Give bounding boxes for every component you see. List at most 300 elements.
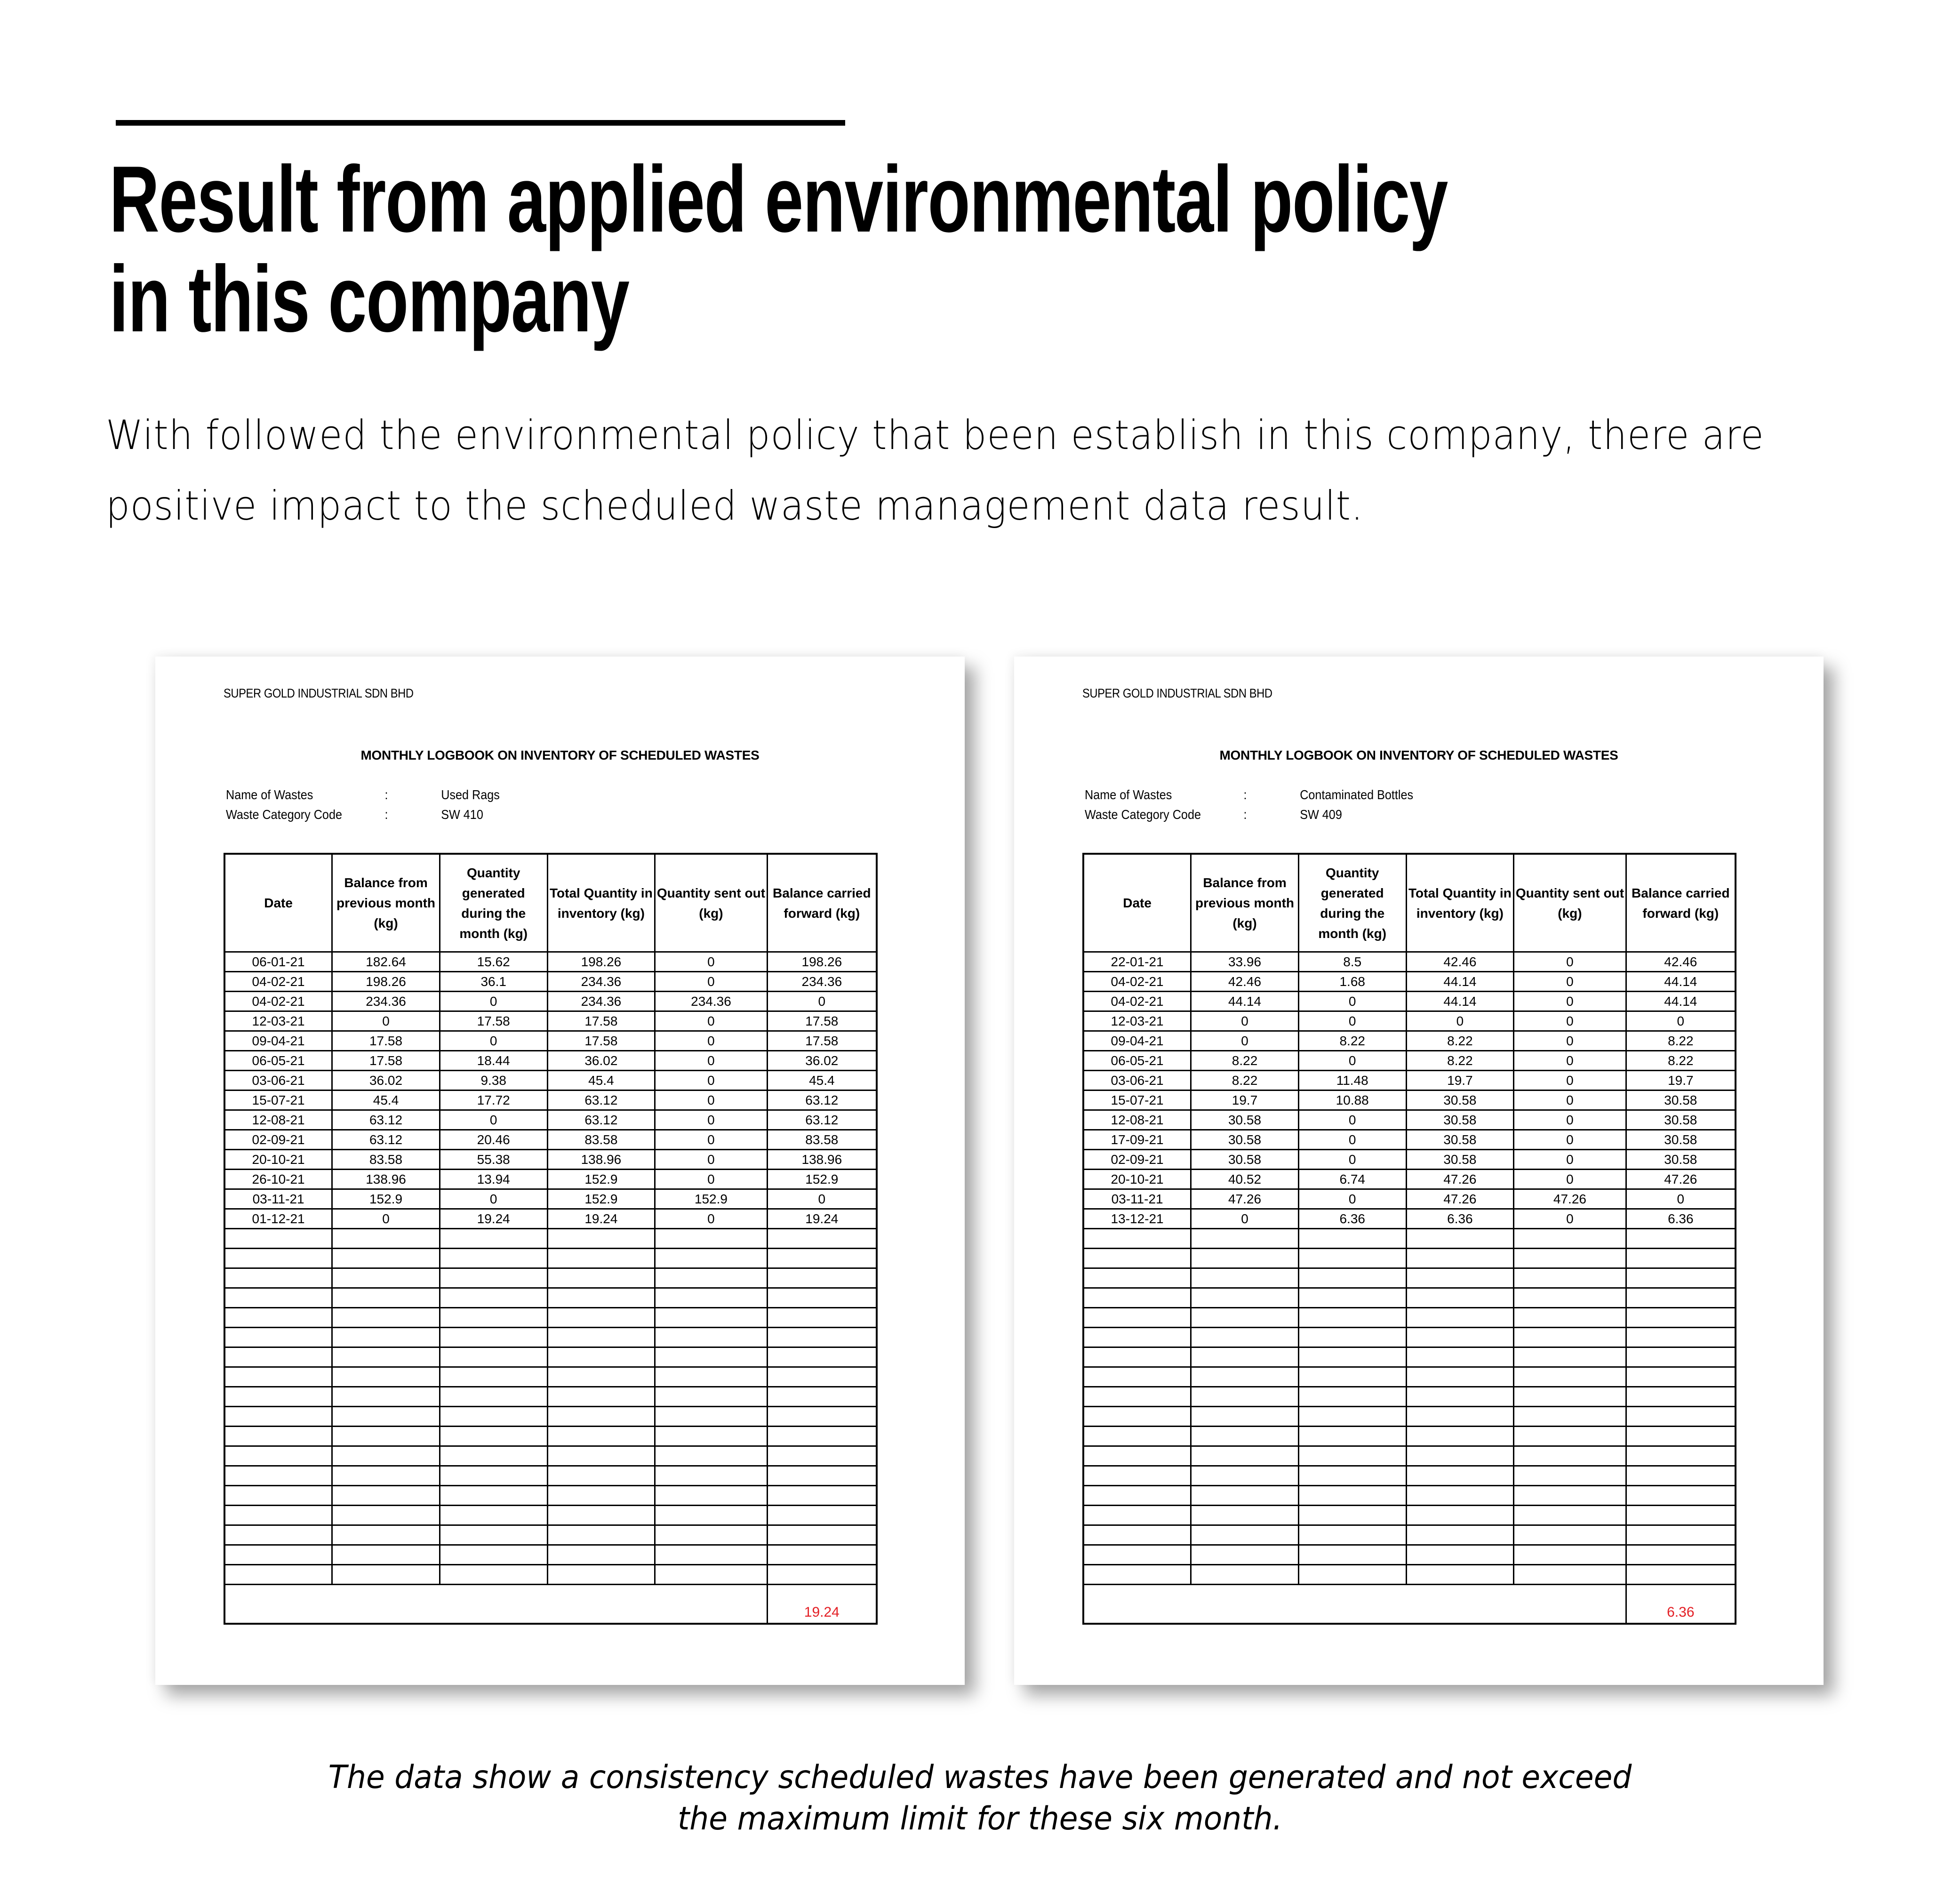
empty-cell	[1406, 1328, 1514, 1347]
value-cell: 0	[440, 1031, 547, 1051]
empty-cell	[332, 1446, 440, 1466]
date-cell: 15-07-21	[1083, 1090, 1191, 1110]
empty-cell	[332, 1229, 440, 1249]
total-label-cell	[224, 1585, 767, 1624]
empty-row	[224, 1486, 877, 1506]
empty-cell	[440, 1387, 547, 1407]
empty-row	[1083, 1525, 1736, 1545]
empty-cell	[224, 1387, 332, 1407]
value-cell: 0	[767, 992, 877, 1011]
empty-cell	[1626, 1387, 1736, 1407]
column-header: Quantity sent out (kg)	[1514, 854, 1626, 952]
empty-cell	[655, 1328, 767, 1347]
date-cell: 20-10-21	[1083, 1170, 1191, 1189]
empty-cell	[1191, 1466, 1299, 1486]
empty-cell	[1406, 1427, 1514, 1446]
value-cell: 0	[1191, 1031, 1299, 1051]
empty-cell	[224, 1427, 332, 1446]
value-cell: 36.02	[547, 1051, 655, 1071]
value-cell: 198.26	[547, 952, 655, 972]
empty-cell	[547, 1308, 655, 1328]
table-row	[1083, 972, 1736, 992]
value-cell: 234.36	[767, 972, 877, 992]
empty-row	[224, 1565, 877, 1585]
empty-cell	[1191, 1565, 1299, 1585]
total-row	[1083, 1585, 1736, 1624]
empty-row	[224, 1545, 877, 1565]
value-cell: 18.44	[440, 1051, 547, 1071]
date-cell: 03-11-21	[1083, 1189, 1191, 1209]
empty-cell	[440, 1308, 547, 1328]
empty-cell	[547, 1407, 655, 1427]
empty-cell	[1191, 1229, 1299, 1249]
date-cell: 02-09-21	[1083, 1150, 1191, 1170]
value-cell: 6.74	[1298, 1170, 1406, 1189]
empty-cell	[1406, 1525, 1514, 1545]
value-cell: 8.22	[1626, 1031, 1736, 1051]
empty-cell	[1626, 1249, 1736, 1268]
table-row	[1083, 1130, 1736, 1150]
empty-cell	[767, 1347, 877, 1367]
value-cell: 17.58	[332, 1031, 440, 1051]
title-line-1: Result from applied environmental policy	[109, 147, 1448, 252]
table-header-row	[224, 854, 877, 952]
value-cell: 9.38	[440, 1071, 547, 1090]
value-cell: 0	[1514, 1150, 1626, 1170]
empty-cell	[332, 1545, 440, 1565]
value-cell: 19.24	[440, 1209, 547, 1229]
value-cell: 42.46	[1191, 972, 1299, 992]
empty-cell	[1514, 1486, 1626, 1506]
column-header: Quantity generated during the month (kg)	[440, 854, 547, 952]
value-cell: 45.4	[767, 1071, 877, 1090]
value-cell: 33.96	[1191, 952, 1299, 972]
empty-cell	[1626, 1506, 1736, 1525]
empty-cell	[1191, 1525, 1299, 1545]
empty-cell	[440, 1367, 547, 1387]
empty-cell	[655, 1229, 767, 1249]
empty-cell	[440, 1545, 547, 1565]
value-cell: 15.62	[440, 952, 547, 972]
empty-cell	[224, 1229, 332, 1249]
table-row	[1083, 992, 1736, 1011]
empty-cell	[547, 1229, 655, 1249]
date-cell: 03-06-21	[1083, 1071, 1191, 1090]
value-cell: 0	[1191, 1209, 1299, 1229]
empty-cell	[1514, 1347, 1626, 1367]
empty-cell	[1626, 1446, 1736, 1466]
value-cell: 234.36	[547, 992, 655, 1011]
empty-row	[1083, 1446, 1736, 1466]
value-cell: 63.12	[547, 1110, 655, 1130]
empty-row	[224, 1427, 877, 1446]
empty-cell	[1298, 1427, 1406, 1446]
empty-cell	[655, 1347, 767, 1367]
caption-line-1: The data show a consistency scheduled wastes have been generated and not exceed	[328, 1759, 1632, 1796]
value-cell: 30.58	[1626, 1110, 1736, 1130]
value-cell: 47.26	[1514, 1189, 1626, 1209]
value-cell: 0	[1514, 1170, 1626, 1189]
empty-cell	[1083, 1328, 1191, 1347]
empty-cell	[547, 1387, 655, 1407]
empty-cell	[1191, 1328, 1299, 1347]
empty-cell	[1191, 1545, 1299, 1565]
empty-cell	[1191, 1288, 1299, 1308]
empty-cell	[655, 1367, 767, 1387]
empty-row	[1083, 1229, 1736, 1249]
title-rule	[116, 120, 845, 126]
empty-row	[224, 1525, 877, 1545]
empty-cell	[1406, 1466, 1514, 1486]
empty-cell	[1191, 1407, 1299, 1427]
inventory-table	[224, 853, 878, 1625]
empty-cell	[1298, 1466, 1406, 1486]
value-cell: 234.36	[655, 992, 767, 1011]
empty-cell	[767, 1525, 877, 1545]
value-cell: 30.58	[1406, 1110, 1514, 1130]
empty-cell	[1191, 1506, 1299, 1525]
empty-cell	[224, 1347, 332, 1367]
table-row	[1083, 1011, 1736, 1031]
empty-cell	[547, 1466, 655, 1486]
empty-cell	[224, 1466, 332, 1486]
empty-cell	[1406, 1446, 1514, 1466]
value-cell: 8.22	[1191, 1071, 1299, 1090]
value-cell: 0	[1514, 1031, 1626, 1051]
value-cell: 0	[655, 1090, 767, 1110]
empty-cell	[547, 1446, 655, 1466]
waste-name-value: Contaminated Bottles	[1300, 787, 1414, 802]
empty-cell	[767, 1545, 877, 1565]
empty-cell	[1406, 1545, 1514, 1565]
empty-cell	[1514, 1506, 1626, 1525]
empty-cell	[655, 1545, 767, 1565]
empty-cell	[1298, 1249, 1406, 1268]
empty-cell	[440, 1347, 547, 1367]
date-cell: 06-05-21	[1083, 1051, 1191, 1071]
date-cell: 06-01-21	[224, 952, 332, 972]
empty-cell	[1083, 1229, 1191, 1249]
empty-cell	[332, 1328, 440, 1347]
table-row	[224, 1189, 877, 1209]
value-cell: 45.4	[332, 1090, 440, 1110]
empty-row	[224, 1446, 877, 1466]
empty-cell	[655, 1268, 767, 1288]
empty-cell	[1191, 1268, 1299, 1288]
empty-cell	[655, 1565, 767, 1585]
empty-cell	[440, 1506, 547, 1525]
empty-cell	[224, 1367, 332, 1387]
column-header: Quantity sent out (kg)	[655, 854, 767, 952]
empty-cell	[547, 1328, 655, 1347]
date-cell: 09-04-21	[1083, 1031, 1191, 1051]
value-cell: 0	[655, 972, 767, 992]
value-cell: 8.22	[1298, 1031, 1406, 1051]
empty-cell	[1514, 1249, 1626, 1268]
value-cell: 10.88	[1298, 1090, 1406, 1110]
empty-cell	[767, 1565, 877, 1585]
value-cell: 0	[440, 1189, 547, 1209]
empty-cell	[547, 1486, 655, 1506]
empty-cell	[440, 1486, 547, 1506]
empty-row	[1083, 1407, 1736, 1427]
value-cell: 0	[1514, 992, 1626, 1011]
empty-cell	[1298, 1367, 1406, 1387]
empty-cell	[1191, 1249, 1299, 1268]
value-cell: 0	[655, 1110, 767, 1130]
empty-row	[1083, 1288, 1736, 1308]
empty-cell	[1191, 1347, 1299, 1367]
empty-cell	[1298, 1308, 1406, 1328]
date-cell: 12-03-21	[224, 1011, 332, 1031]
value-cell: 6.36	[1406, 1209, 1514, 1229]
value-cell: 83.58	[767, 1130, 877, 1150]
empty-cell	[1298, 1288, 1406, 1308]
empty-row	[224, 1407, 877, 1427]
empty-cell	[1298, 1525, 1406, 1545]
empty-cell	[1083, 1367, 1191, 1387]
empty-cell	[1083, 1407, 1191, 1427]
value-cell: 138.96	[547, 1150, 655, 1170]
empty-cell	[1191, 1387, 1299, 1407]
logbook-card-used-rags	[155, 657, 965, 1685]
waste-name-label: Name of Wastes	[226, 787, 313, 802]
empty-row	[1083, 1328, 1736, 1347]
empty-cell	[224, 1407, 332, 1427]
inventory-table	[1082, 853, 1736, 1625]
company-name: SUPER GOLD INDUSTRIAL SDN BHD	[1082, 686, 1272, 700]
value-cell: 30.58	[1626, 1090, 1736, 1110]
empty-cell	[1626, 1308, 1736, 1328]
value-cell: 44.14	[1626, 972, 1736, 992]
value-cell: 152.9	[655, 1189, 767, 1209]
value-cell: 138.96	[332, 1170, 440, 1189]
value-cell: 0	[655, 1071, 767, 1090]
empty-cell	[1406, 1565, 1514, 1585]
empty-cell	[332, 1565, 440, 1585]
empty-cell	[1514, 1545, 1626, 1565]
table-header-row	[1083, 854, 1736, 952]
empty-row	[1083, 1506, 1736, 1525]
empty-cell	[440, 1466, 547, 1486]
table-row	[1083, 1170, 1736, 1189]
value-cell: 45.4	[547, 1071, 655, 1090]
logbook-title: MONTHLY LOGBOOK ON INVENTORY OF SCHEDULED WASTES	[360, 748, 760, 762]
total-row	[224, 1585, 877, 1624]
caption-line-2: the maximum limit for these six month.	[677, 1800, 1283, 1837]
value-cell: 47.26	[1406, 1170, 1514, 1189]
table-row	[1083, 1150, 1736, 1170]
value-cell: 0	[655, 1150, 767, 1170]
table-row	[224, 1031, 877, 1051]
empty-cell	[332, 1427, 440, 1446]
empty-cell	[224, 1446, 332, 1466]
value-cell: 20.46	[440, 1130, 547, 1150]
empty-cell	[440, 1446, 547, 1466]
value-cell: 55.38	[440, 1150, 547, 1170]
date-cell: 12-03-21	[1083, 1011, 1191, 1031]
value-cell: 0	[1514, 1071, 1626, 1090]
empty-cell	[1406, 1387, 1514, 1407]
value-cell: 152.9	[332, 1189, 440, 1209]
empty-cell	[767, 1288, 877, 1308]
empty-cell	[440, 1268, 547, 1288]
value-cell: 44.14	[1191, 992, 1299, 1011]
value-cell: 19.7	[1626, 1071, 1736, 1090]
empty-row	[1083, 1565, 1736, 1585]
empty-cell	[1406, 1288, 1514, 1308]
empty-cell	[224, 1506, 332, 1525]
empty-cell	[440, 1229, 547, 1249]
value-cell: 234.36	[332, 992, 440, 1011]
value-cell: 6.36	[1626, 1209, 1736, 1229]
value-cell: 0	[655, 1011, 767, 1031]
value-cell: 42.46	[1626, 952, 1736, 972]
empty-cell	[1083, 1427, 1191, 1446]
empty-cell	[1191, 1427, 1299, 1446]
empty-cell	[224, 1288, 332, 1308]
empty-cell	[655, 1387, 767, 1407]
date-cell: 04-02-21	[1083, 972, 1191, 992]
table-row	[1083, 1031, 1736, 1051]
total-balance-value: 19.24	[804, 1604, 840, 1620]
empty-cell	[332, 1525, 440, 1545]
empty-cell	[1406, 1367, 1514, 1387]
empty-cell	[1514, 1565, 1626, 1585]
empty-cell	[1406, 1506, 1514, 1525]
empty-row	[1083, 1486, 1736, 1506]
empty-cell	[224, 1565, 332, 1585]
value-cell: 0	[1514, 1090, 1626, 1110]
empty-cell	[767, 1268, 877, 1288]
empty-cell	[1191, 1446, 1299, 1466]
value-cell: 17.58	[547, 1011, 655, 1031]
value-cell: 44.14	[1626, 992, 1736, 1011]
empty-cell	[1514, 1288, 1626, 1308]
value-cell: 0	[440, 992, 547, 1011]
date-cell: 03-06-21	[224, 1071, 332, 1090]
table-row	[224, 1110, 877, 1130]
table-row	[1083, 1209, 1736, 1229]
empty-row	[1083, 1347, 1736, 1367]
empty-cell	[332, 1268, 440, 1288]
value-cell: 40.52	[1191, 1170, 1299, 1189]
empty-cell	[1626, 1545, 1736, 1565]
empty-cell	[224, 1525, 332, 1545]
empty-cell	[1626, 1268, 1736, 1288]
empty-cell	[1083, 1268, 1191, 1288]
empty-cell	[1083, 1466, 1191, 1486]
date-cell: 02-09-21	[224, 1130, 332, 1150]
empty-row	[1083, 1466, 1736, 1486]
value-cell: 0	[440, 1110, 547, 1130]
value-cell: 17.72	[440, 1090, 547, 1110]
empty-cell	[655, 1308, 767, 1328]
waste-code-label: Waste Category Code	[226, 807, 342, 822]
value-cell: 0	[655, 1170, 767, 1189]
empty-cell	[1083, 1308, 1191, 1328]
empty-cell	[332, 1506, 440, 1525]
table-row	[224, 952, 877, 972]
empty-cell	[547, 1427, 655, 1446]
date-cell: 12-08-21	[1083, 1110, 1191, 1130]
value-cell: 0	[1514, 1011, 1626, 1031]
empty-cell	[1298, 1387, 1406, 1407]
empty-cell	[1626, 1525, 1736, 1545]
value-cell: 36.02	[332, 1071, 440, 1090]
empty-cell	[767, 1427, 877, 1446]
empty-cell	[1626, 1565, 1736, 1585]
value-cell: 0	[1514, 1051, 1626, 1071]
value-cell: 198.26	[332, 972, 440, 992]
empty-row	[224, 1249, 877, 1268]
colon: :	[384, 787, 388, 802]
empty-cell	[767, 1367, 877, 1387]
empty-cell	[547, 1367, 655, 1387]
empty-cell	[332, 1486, 440, 1506]
date-cell: 04-02-21	[1083, 992, 1191, 1011]
total-cell	[767, 1585, 877, 1624]
total-label-cell	[1083, 1585, 1626, 1624]
empty-cell	[224, 1308, 332, 1328]
date-cell: 22-01-21	[1083, 952, 1191, 972]
column-header: Total Quantity in inventory (kg)	[1406, 854, 1514, 952]
company-name: SUPER GOLD INDUSTRIAL SDN BHD	[224, 686, 414, 700]
empty-cell	[1083, 1506, 1191, 1525]
empty-row	[1083, 1387, 1736, 1407]
empty-cell	[767, 1506, 877, 1525]
empty-cell	[1406, 1407, 1514, 1427]
date-cell: 04-02-21	[224, 992, 332, 1011]
value-cell: 63.12	[767, 1090, 877, 1110]
intro-paragraph: With followed the environmental policy that been establish in this company, there are positive impact to the scheduled waste management data result.	[106, 412, 1764, 529]
value-cell: 0	[1298, 1011, 1406, 1031]
empty-cell	[332, 1387, 440, 1407]
date-cell: 01-12-21	[224, 1209, 332, 1229]
empty-cell	[547, 1525, 655, 1545]
empty-row	[224, 1506, 877, 1525]
empty-cell	[332, 1466, 440, 1486]
empty-cell	[1406, 1249, 1514, 1268]
value-cell: 6.36	[1298, 1209, 1406, 1229]
table-row	[224, 1130, 877, 1150]
empty-cell	[1514, 1427, 1626, 1446]
value-cell: 8.22	[1406, 1051, 1514, 1071]
value-cell: 152.9	[767, 1170, 877, 1189]
empty-cell	[332, 1249, 440, 1268]
empty-row	[224, 1288, 877, 1308]
waste-code-value: SW 409	[1300, 807, 1342, 822]
colon: :	[1243, 807, 1247, 822]
table-row	[1083, 1189, 1736, 1209]
value-cell: 63.12	[332, 1130, 440, 1150]
empty-cell	[767, 1446, 877, 1466]
empty-cell	[1626, 1347, 1736, 1367]
empty-cell	[440, 1427, 547, 1446]
empty-cell	[767, 1229, 877, 1249]
empty-cell	[224, 1268, 332, 1288]
empty-cell	[1298, 1565, 1406, 1585]
empty-cell	[547, 1268, 655, 1288]
empty-cell	[440, 1525, 547, 1545]
value-cell: 36.02	[767, 1051, 877, 1071]
value-cell: 47.26	[1191, 1189, 1299, 1209]
empty-cell	[655, 1486, 767, 1506]
empty-cell	[547, 1565, 655, 1585]
empty-cell	[1083, 1387, 1191, 1407]
empty-cell	[224, 1545, 332, 1565]
value-cell: 0	[1298, 1189, 1406, 1209]
